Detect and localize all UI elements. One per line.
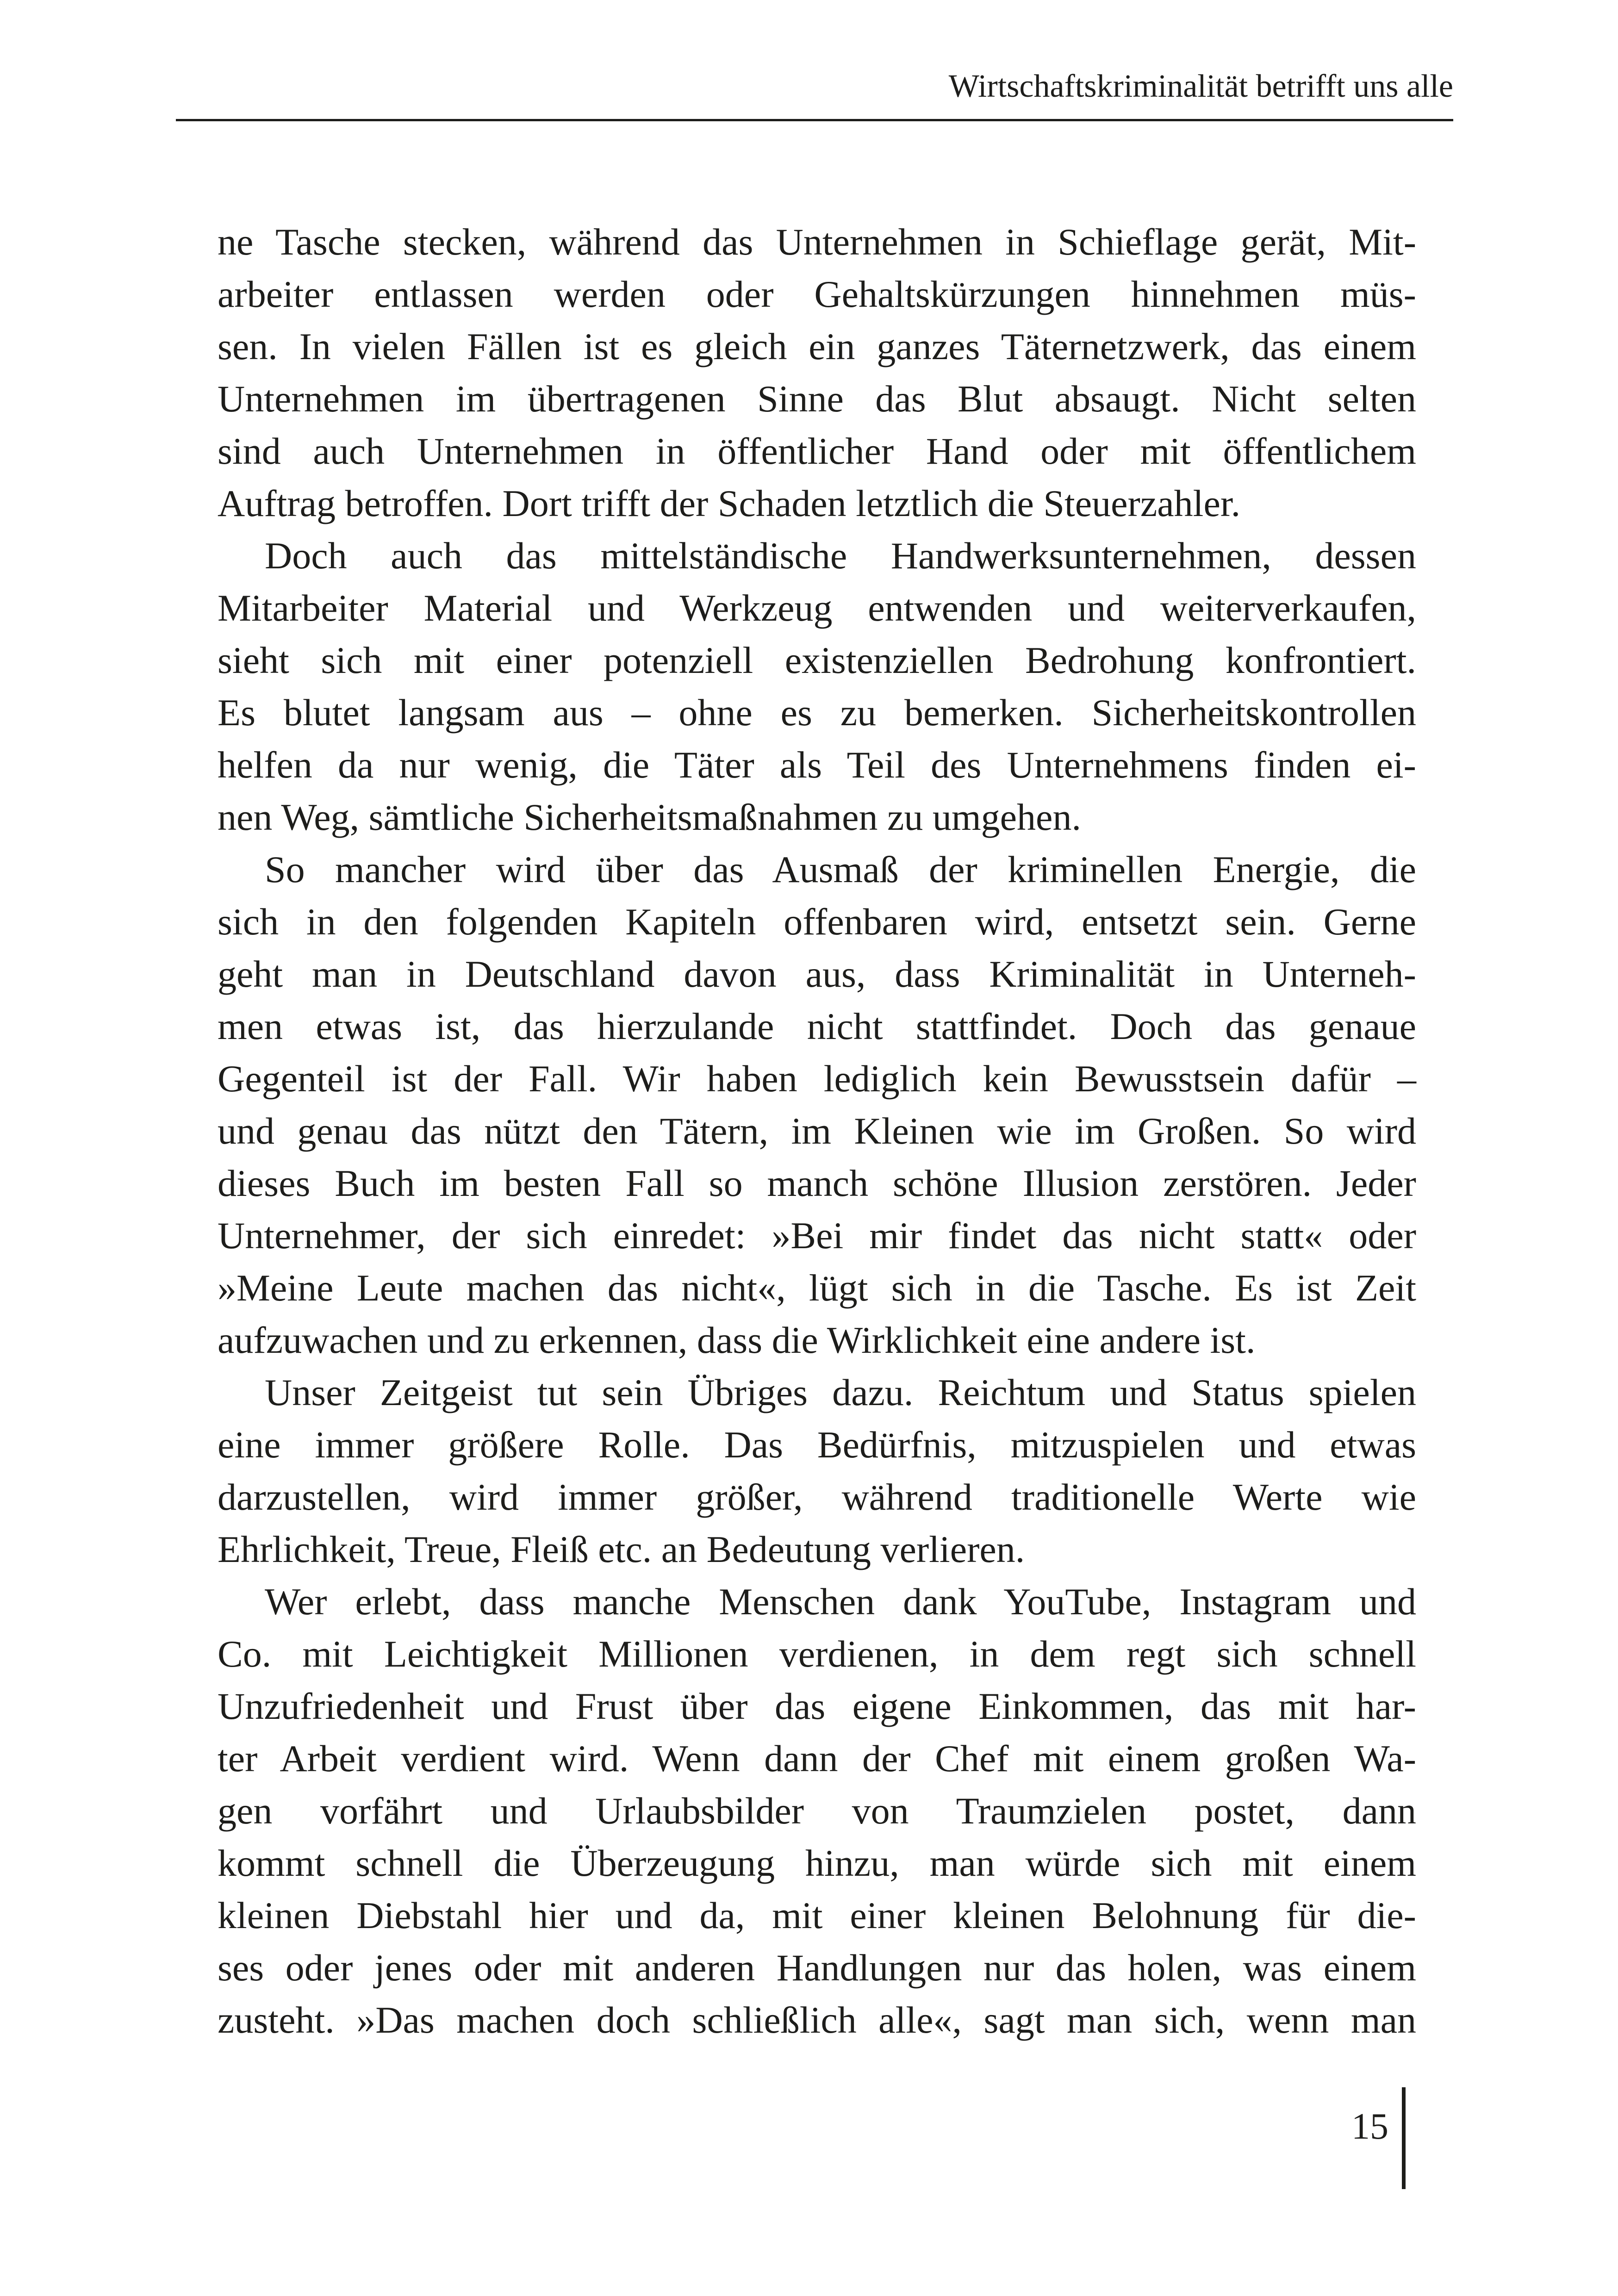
text-line: eine immer größere Rolle. Das Bedürfnis, mitzuspielen und etwas — [218, 1424, 1416, 1466]
text-line: Unternehmer, der sich einredet: »Bei mir findet das nicht statt« oder — [218, 1214, 1416, 1257]
text-line: sen. In vielen Fällen ist es gleich ein ganzes Täternetzwerk, das einem — [218, 325, 1416, 367]
running-header — [176, 0, 1453, 121]
running-header-title: Wirtschaftskriminalität betrifft uns alle — [948, 68, 1453, 104]
text-line: men etwas ist, das hierzulande nicht stattfindet. Doch das genaue — [218, 1005, 1416, 1047]
text-line: nen Weg, sämtliche Sicherheitsmaßnahmen zu umgehen. — [218, 796, 1081, 838]
text-line: Co. mit Leichtigkeit Millionen verdienen, in dem regt sich schnell — [218, 1633, 1416, 1675]
text-line: sich in den folgenden Kapiteln offenbaren wird, entsetzt sein. Gerne — [218, 901, 1416, 943]
text-line: dieses Buch im besten Fall so manch schöne Illusion zerstören. Jeder — [218, 1162, 1416, 1204]
text-line: zusteht. »Das machen doch schließlich alle«, sagt man sich, wenn man — [218, 1999, 1416, 2041]
text-line: kleinen Diebstahl hier und da, mit einer kleinen Belohnung für die- — [218, 1894, 1416, 1936]
text-line: kommt schnell die Überzeugung hinzu, man würde sich mit einem — [218, 1842, 1416, 1884]
text-line: »Meine Leute machen das nicht«, lügt sich in die Tasche. Es ist Zeit — [218, 1267, 1416, 1309]
page-number: 15 — [1351, 2106, 1388, 2147]
text-line: darzustellen, wird immer größer, während traditionelle Werte wie — [218, 1476, 1416, 1518]
text-line: ses oder jenes oder mit anderen Handlungen nur das holen, was einem — [218, 1947, 1416, 1989]
text-line: Unzufriedenheit und Frust über das eigene Einkommen, das mit har- — [218, 1685, 1416, 1727]
text-line: gen vorfährt und Urlaubsbilder von Traumzielen postet, dann — [218, 1790, 1416, 1832]
text-line: sieht sich mit einer potenziell existenziellen Bedrohung konfrontiert. — [218, 639, 1416, 681]
text-line: Mitarbeiter Material und Werkzeug entwenden und weiterverkaufen, — [218, 587, 1416, 629]
text-line: Es blutet langsam aus – ohne es zu bemerken. Sicherheitskontrollen — [218, 691, 1416, 734]
text-line: Wer erlebt, dass manche Menschen dank YouTube, Instagram und — [265, 1580, 1416, 1623]
text-line: ne Tasche stecken, während das Unternehmen in Schieflage gerät, Mit- — [218, 221, 1416, 263]
text-line: Ehrlichkeit, Treue, Fleiß etc. an Bedeutung verlieren. — [218, 1528, 1025, 1570]
text-line: Unternehmen im übertragenen Sinne das Blut absaugt. Nicht selten — [218, 378, 1416, 420]
text-line: ter Arbeit verdient wird. Wenn dann der Chef mit einem großen Wa- — [218, 1737, 1416, 1780]
text-line: Unser Zeitgeist tut sein Übriges dazu. Reichtum und Status spielen — [265, 1371, 1416, 1413]
text-line: geht man in Deutschland davon aus, dass Kriminalität in Unterneh- — [218, 953, 1416, 995]
text-line: sind auch Unternehmen in öffentlicher Hand oder mit öffentlichem — [218, 430, 1416, 472]
page-number-rule — [1402, 2087, 1406, 2189]
text-line: arbeiter entlassen werden oder Gehaltskürzungen hinnehmen müs- — [218, 273, 1416, 315]
text-line: Gegenteil ist der Fall. Wir haben lediglich kein Bewusstsein dafür – — [218, 1058, 1416, 1100]
text-line: So mancher wird über das Ausmaß der kriminellen Energie, die — [265, 848, 1416, 890]
text-line: Doch auch das mittelständische Handwerksunternehmen, dessen — [265, 535, 1416, 577]
body-text — [218, 216, 1416, 2046]
text-line: aufzuwachen und zu erkennen, dass die Wirklichkeit eine andere ist. — [218, 1319, 1256, 1361]
text-line: und genau das nützt den Tätern, im Kleinen wie im Großen. So wird — [218, 1110, 1416, 1152]
text-line: helfen da nur wenig, die Täter als Teil des Unternehmens finden ei- — [218, 744, 1416, 786]
text-line: Auftrag betroffen. Dort trifft der Schaden letztlich die Steuerzahler. — [218, 482, 1241, 524]
